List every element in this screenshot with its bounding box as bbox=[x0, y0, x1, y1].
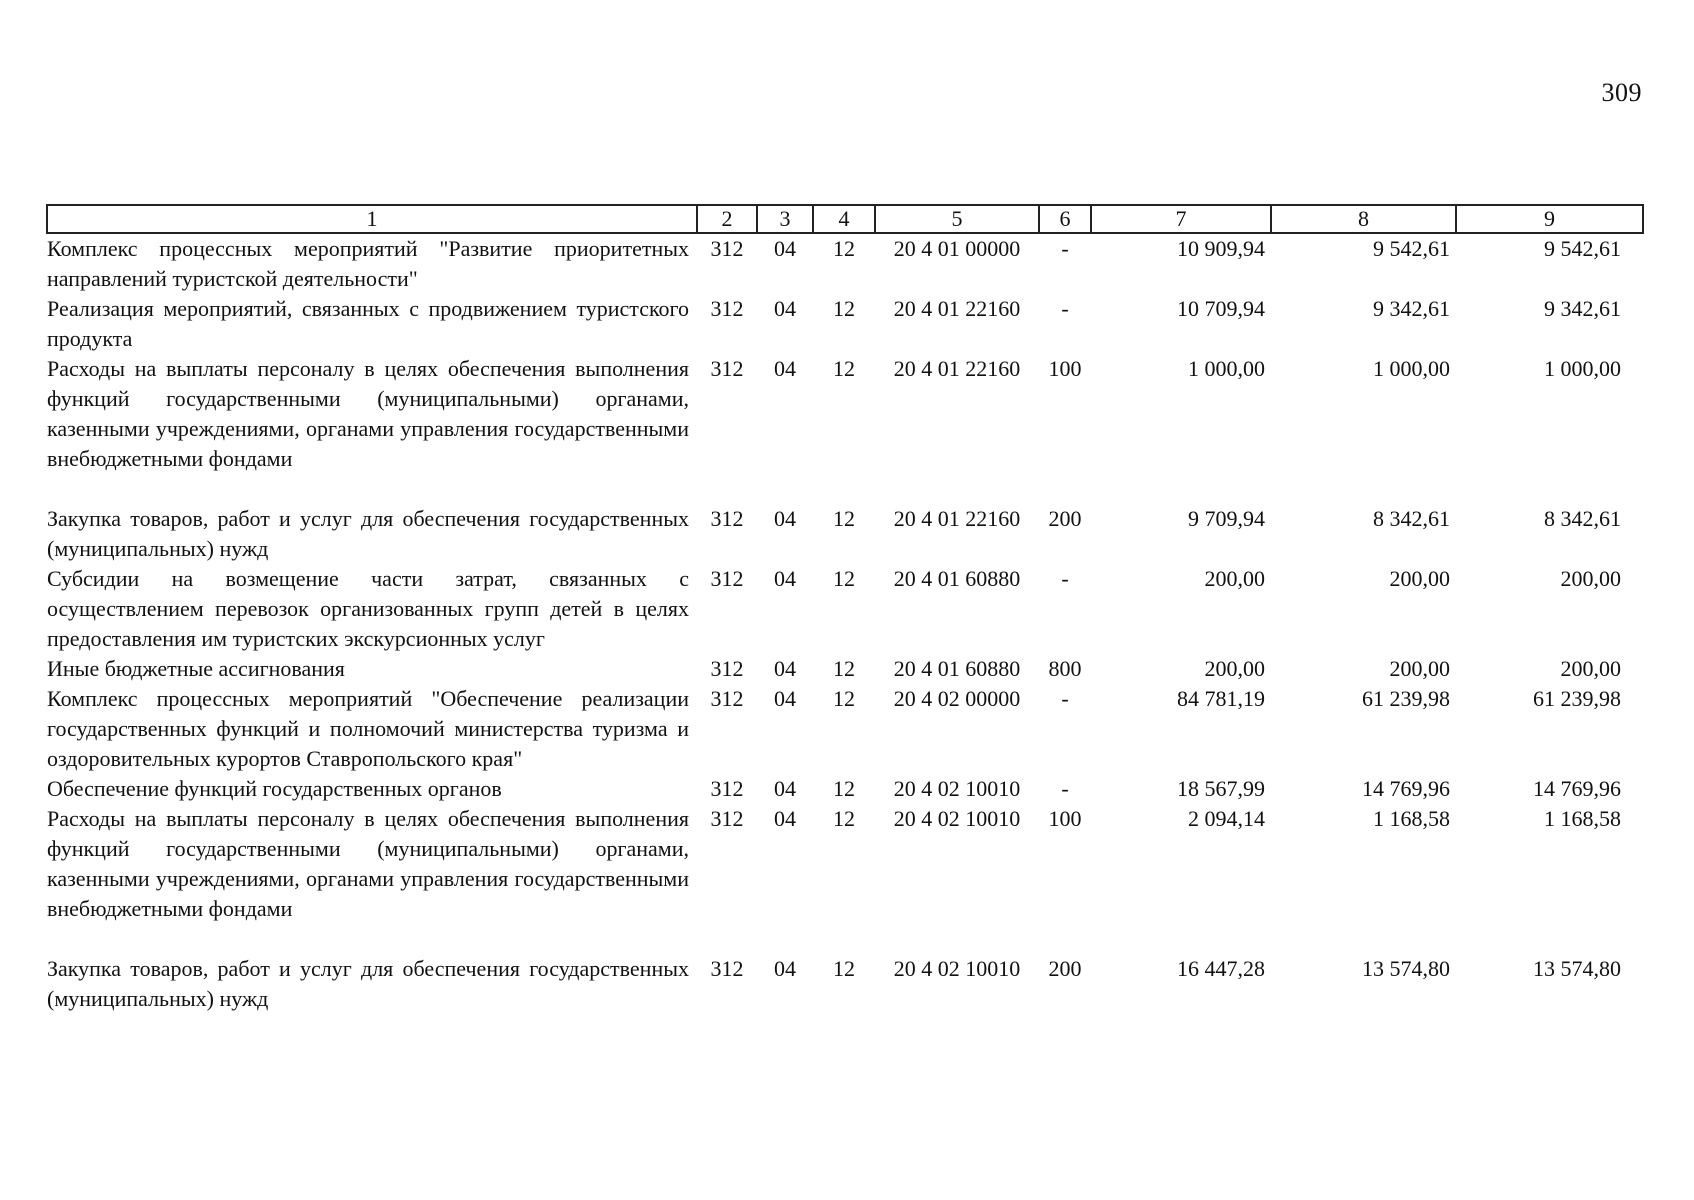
row-amount-col9: 61 239,98 bbox=[1533, 686, 1621, 711]
row-amount-col8: 13 574,80 bbox=[1362, 956, 1450, 981]
row-ministry-code: 312 bbox=[710, 356, 744, 381]
row-section-code: 04 bbox=[774, 296, 796, 321]
row-name: Закупка товаров, работ и услуг для обеспечения государственных (муниципальных) нужд bbox=[47, 506, 689, 561]
row-subsection-code: 12 bbox=[833, 956, 855, 981]
row-section-code: 04 bbox=[774, 956, 796, 981]
row-ministry-code: 312 bbox=[710, 956, 744, 981]
row-subsection-code: 12 bbox=[833, 776, 855, 801]
row-target-code: 20 4 02 10010 bbox=[893, 956, 1021, 981]
row-target-code: 20 4 01 60880 bbox=[893, 656, 1021, 681]
row-name: Обеспечение функций государственных органов bbox=[47, 776, 502, 801]
row-amount-col8: 8 342,61 bbox=[1373, 506, 1450, 531]
row-amount-col8: 200,00 bbox=[1389, 656, 1450, 681]
row-target-code: 20 4 01 22160 bbox=[893, 506, 1021, 531]
row-target-code: 20 4 02 10010 bbox=[893, 776, 1021, 801]
table-row bbox=[47, 774, 1643, 804]
table-row bbox=[47, 564, 1643, 654]
header-col-7: 7 bbox=[1091, 205, 1271, 233]
row-target-code: 20 4 02 00000 bbox=[893, 686, 1021, 711]
row-amount-col8: 14 769,96 bbox=[1362, 776, 1450, 801]
row-amount-col7: 10 909,94 bbox=[1177, 236, 1265, 261]
row-section-code: 04 bbox=[774, 356, 796, 381]
header-col-1: 1 bbox=[47, 205, 697, 233]
row-subsection-code: 12 bbox=[833, 506, 855, 531]
row-subsection-code: 12 bbox=[833, 356, 855, 381]
row-ministry-code: 312 bbox=[710, 686, 744, 711]
row-amount-col7: 2 094,14 bbox=[1188, 806, 1265, 831]
row-name: Реализация мероприятий, связанных с продвижением туристского продукта bbox=[47, 296, 689, 351]
row-expense-type: 800 bbox=[1048, 656, 1082, 681]
row-name: Расходы на выплаты персоналу в целях обеспечения выполнения функций государственными (муниципальными) органами, казенными учреждениями, органами управления государственными внебюджетными фондами bbox=[47, 806, 689, 921]
table-row bbox=[47, 654, 1643, 684]
table-body bbox=[47, 233, 1643, 1014]
header-col-8: 8 bbox=[1271, 205, 1456, 233]
row-section-code: 04 bbox=[774, 236, 796, 261]
row-expense-type: 100 bbox=[1048, 356, 1082, 381]
header-col-4: 4 bbox=[813, 205, 875, 233]
row-amount-col7: 18 567,99 bbox=[1177, 776, 1265, 801]
row-ministry-code: 312 bbox=[710, 506, 744, 531]
row-target-code: 20 4 02 10010 bbox=[893, 806, 1021, 831]
row-amount-col9: 8 342,61 bbox=[1544, 506, 1621, 531]
table-row bbox=[47, 354, 1643, 504]
row-expense-type: 100 bbox=[1048, 806, 1082, 831]
table-row bbox=[47, 233, 1643, 294]
table-row bbox=[47, 684, 1643, 774]
row-amount-col8: 1 000,00 bbox=[1373, 356, 1450, 381]
row-ministry-code: 312 bbox=[710, 656, 744, 681]
row-expense-type: 200 bbox=[1048, 506, 1082, 531]
table-row bbox=[47, 954, 1643, 1014]
row-expense-type: - bbox=[1061, 686, 1069, 711]
row-section-code: 04 bbox=[774, 656, 796, 681]
row-expense-type: 200 bbox=[1048, 956, 1082, 981]
row-amount-col9: 1 168,58 bbox=[1544, 806, 1621, 831]
row-amount-col9: 1 000,00 bbox=[1544, 356, 1621, 381]
row-amount-col8: 200,00 bbox=[1389, 566, 1450, 591]
row-amount-col9: 13 574,80 bbox=[1533, 956, 1621, 981]
row-ministry-code: 312 bbox=[710, 236, 744, 261]
row-ministry-code: 312 bbox=[710, 566, 744, 591]
row-expense-type: - bbox=[1061, 236, 1069, 261]
row-name: Комплекс процессных мероприятий "Обеспечение реализации государственных функций и полномочий министерства туризма и оздоровительных курортов Ставропольского края" bbox=[47, 686, 689, 771]
row-name: Закупка товаров, работ и услуг для обеспечения государственных (муниципальных) нужд bbox=[47, 956, 689, 1011]
header-col-2: 2 bbox=[697, 205, 757, 233]
table-header bbox=[47, 205, 1643, 233]
budget-table bbox=[46, 204, 1644, 1014]
row-target-code: 20 4 01 00000 bbox=[893, 236, 1021, 261]
row-section-code: 04 bbox=[774, 776, 796, 801]
row-amount-col9: 200,00 bbox=[1560, 566, 1621, 591]
header-col-5: 5 bbox=[875, 205, 1039, 233]
header-col-3: 3 bbox=[757, 205, 813, 233]
row-subsection-code: 12 bbox=[833, 236, 855, 261]
row-expense-type: - bbox=[1061, 776, 1069, 801]
row-amount-col7: 10 709,94 bbox=[1177, 296, 1265, 321]
row-section-code: 04 bbox=[774, 686, 796, 711]
row-amount-col7: 84 781,19 bbox=[1177, 686, 1265, 711]
row-expense-type: - bbox=[1061, 566, 1069, 591]
page-number: 309 bbox=[1601, 78, 1642, 107]
row-ministry-code: 312 bbox=[710, 296, 744, 321]
row-subsection-code: 12 bbox=[833, 686, 855, 711]
row-section-code: 04 bbox=[774, 506, 796, 531]
header-row bbox=[47, 205, 1643, 233]
header-col-6: 6 bbox=[1039, 205, 1091, 233]
header-col-9: 9 bbox=[1456, 205, 1643, 233]
row-amount-col7: 200,00 bbox=[1204, 656, 1265, 681]
row-subsection-code: 12 bbox=[833, 296, 855, 321]
row-amount-col8: 61 239,98 bbox=[1362, 686, 1450, 711]
row-amount-col7: 1 000,00 bbox=[1188, 356, 1265, 381]
row-name: Расходы на выплаты персоналу в целях обеспечения выполнения функций государственными (муниципальными) органами, казенными учреждениями, органами управления государственными внебюджетными фондами bbox=[47, 356, 689, 471]
row-target-code: 20 4 01 60880 bbox=[893, 566, 1021, 591]
row-amount-col9: 200,00 bbox=[1560, 656, 1621, 681]
row-subsection-code: 12 bbox=[833, 806, 855, 831]
row-ministry-code: 312 bbox=[710, 776, 744, 801]
row-ministry-code: 312 bbox=[710, 806, 744, 831]
row-amount-col9: 9 342,61 bbox=[1544, 296, 1621, 321]
row-section-code: 04 bbox=[774, 566, 796, 591]
row-amount-col7: 16 447,28 bbox=[1177, 956, 1265, 981]
row-subsection-code: 12 bbox=[833, 566, 855, 591]
row-amount-col9: 14 769,96 bbox=[1533, 776, 1621, 801]
row-amount-col8: 9 342,61 bbox=[1373, 296, 1450, 321]
row-name: Субсидии на возмещение части затрат, связанных с осуществлением перевозок организованных групп детей в целях предоставления им туристских экскурсионных услуг bbox=[47, 566, 689, 651]
row-amount-col8: 1 168,58 bbox=[1373, 806, 1450, 831]
row-amount-col8: 9 542,61 bbox=[1373, 236, 1450, 261]
row-target-code: 20 4 01 22160 bbox=[893, 296, 1021, 321]
row-amount-col9: 9 542,61 bbox=[1544, 236, 1621, 261]
table-row bbox=[47, 804, 1643, 954]
table-row bbox=[47, 294, 1643, 354]
row-amount-col7: 9 709,94 bbox=[1188, 506, 1265, 531]
row-amount-col7: 200,00 bbox=[1204, 566, 1265, 591]
row-expense-type: - bbox=[1061, 296, 1069, 321]
row-section-code: 04 bbox=[774, 806, 796, 831]
table-row bbox=[47, 504, 1643, 564]
row-name: Комплекс процессных мероприятий "Развитие приоритетных направлений туристской деятельности" bbox=[47, 236, 689, 291]
row-target-code: 20 4 01 22160 bbox=[893, 356, 1021, 381]
row-name: Иные бюджетные ассигнования bbox=[47, 656, 345, 681]
row-subsection-code: 12 bbox=[833, 656, 855, 681]
